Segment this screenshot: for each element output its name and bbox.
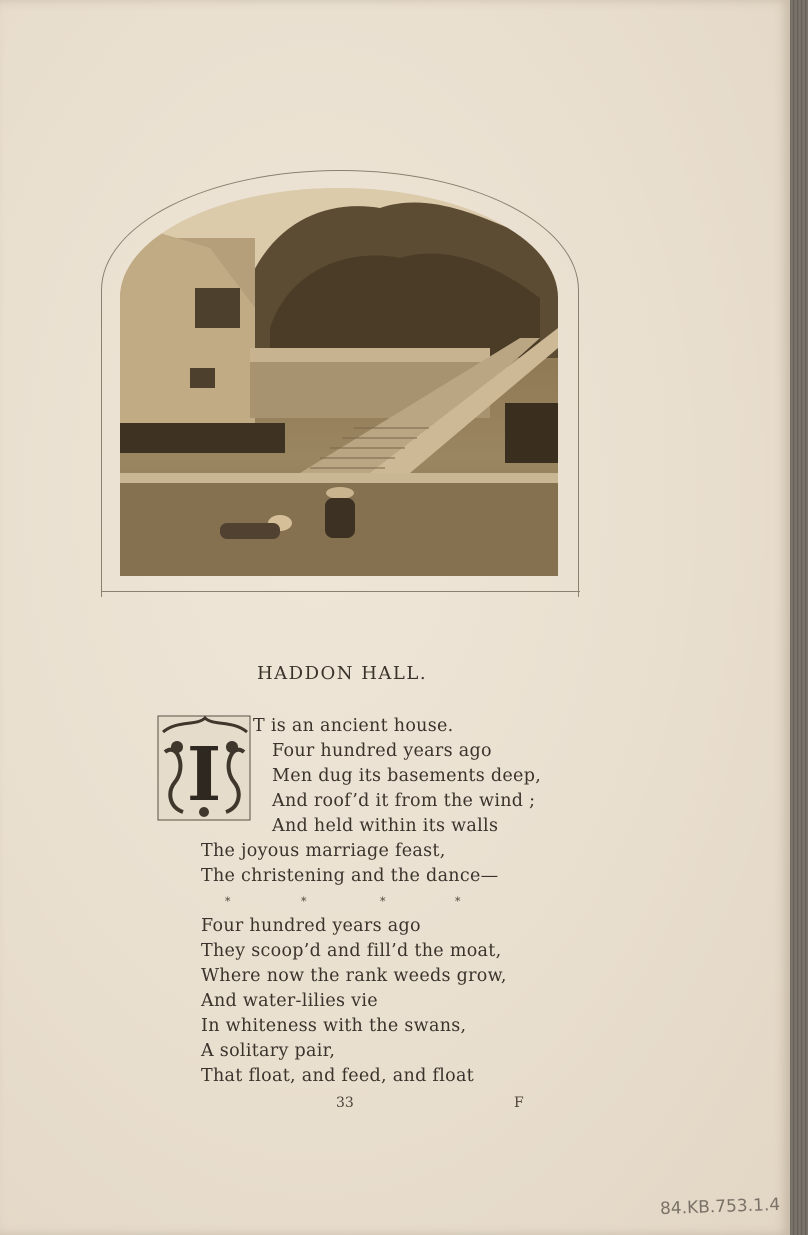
poem-line: And held within its walls <box>272 816 499 836</box>
photograph-haddon-hall <box>120 188 558 576</box>
book-binding-edge <box>790 0 808 1235</box>
photo-frame-baseline <box>101 591 580 592</box>
poem-line: That float, and feed, and float <box>201 1066 475 1086</box>
chapter-title: HADDON HALL. <box>256 663 428 684</box>
poem-line: The christening and the dance— <box>201 866 499 886</box>
poem-line: They scoop’d and fill’d the moat, <box>201 941 502 961</box>
poem-line: T is an ancient house. <box>253 716 454 736</box>
poem-line: Four hundred years ago <box>201 916 421 936</box>
section-break-star: * <box>301 895 307 908</box>
poem-line: The joyous marriage feast, <box>201 841 446 861</box>
section-break-star: * <box>455 895 461 908</box>
poem-line: And water-lilies vie <box>201 991 378 1011</box>
signature-mark: F <box>514 1095 524 1111</box>
poem-line: In whiteness with the swans, <box>201 1016 467 1036</box>
ornamental-initial <box>157 712 252 822</box>
poem-line: Where now the rank weeds grow, <box>201 966 507 986</box>
poem-line: Men dug its basements deep, <box>272 766 542 786</box>
page-number: 33 <box>336 1095 354 1111</box>
drop-cap-letter: I <box>186 732 222 818</box>
poem-line: A solitary pair, <box>201 1041 336 1061</box>
poem-line: And roof’d it from the wind ; <box>272 791 536 811</box>
poem-line: Four hundred years ago <box>272 741 492 761</box>
section-break-star: * <box>380 895 386 908</box>
section-break-star: * <box>225 895 231 908</box>
section-break <box>225 895 475 911</box>
pencil-shelfmark: 84.KB.753.1.4 <box>659 1194 781 1220</box>
